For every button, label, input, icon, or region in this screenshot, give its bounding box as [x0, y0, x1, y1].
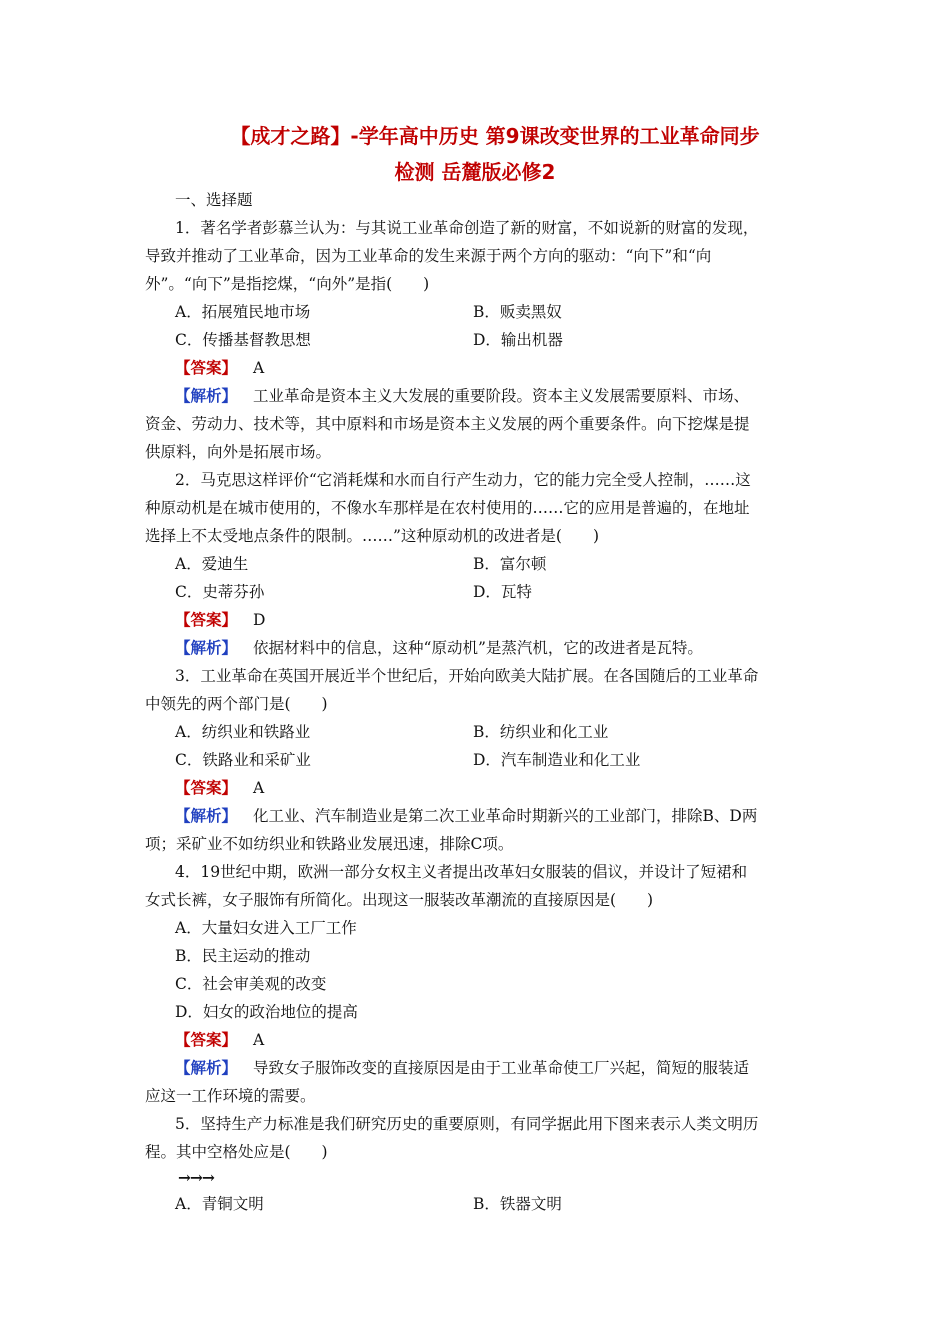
q2-stem-line2: 种原动机是在城市使用的，不像水车那样是在农村使用的……它的应用是普遍的，在地址: [145, 499, 750, 517]
analysis-tag: 【解析】: [175, 807, 238, 825]
q1-option-c: C．传播基督教思想: [175, 331, 311, 349]
q2-answer-row: [175, 606, 845, 634]
analysis-tag: 【解析】: [175, 387, 238, 405]
q2-answer: D: [253, 611, 266, 629]
q1-stem-line3: 外”。“向下”是指挖煤，“向外”是指( ): [145, 275, 430, 293]
q3-analysis-text: 化工业、汽车制造业是第二次工业革命时期新兴的工业部门，排除B、D两: [253, 807, 758, 825]
q2-stem-line1: 2．马克思这样评价“它消耗煤和水而自行产生动力，它的能力完全受人控制，……这: [175, 471, 751, 489]
q5-diagram-arrows: →→→: [178, 1168, 214, 1187]
q5-option-a: A．青铜文明: [175, 1195, 264, 1213]
q5-stem-line1: 5．坚持生产力标准是我们研究历史的重要原则，有同学据此用下图来表示人类文明历: [175, 1115, 759, 1133]
q2-analysis-line1: [175, 634, 845, 662]
q3-option-b: B．纺织业和化工业: [473, 723, 609, 741]
answer-tag: 【答案】: [175, 611, 238, 629]
q5-option-b: B．铁器文明: [473, 1195, 562, 1213]
document-title-line1: 【成才之路】-学年高中历史 第9课改变世界的工业革命同步: [230, 124, 760, 148]
q3-option-c: C．铁路业和采矿业: [175, 751, 311, 769]
q3-answer: A: [253, 779, 265, 797]
q3-option-d: D．汽车制造业和化工业: [473, 751, 641, 769]
q3-option-a: A．纺织业和铁路业: [175, 723, 311, 741]
answer-tag: 【答案】: [175, 1031, 238, 1049]
q1-option-b: B．贩卖黑奴: [473, 303, 562, 321]
q3-analysis-line1: [175, 802, 845, 830]
q1-analysis-line3: 供原料，向外是拓展市场。: [145, 443, 332, 461]
q4-answer: A: [253, 1031, 265, 1049]
q3-stem-line2: 中领先的两个部门是( ): [145, 695, 328, 713]
q1-option-a: A．拓展殖民地市场: [175, 303, 311, 321]
q1-analysis-text: 工业革命是资本主义大发展的重要阶段。资本主义发展需要原料、市场、: [253, 387, 750, 405]
q3-stem-line1: 3．工业革命在英国开展近半个世纪后，开始向欧美大陆扩展。在各国随后的工业革命: [175, 667, 759, 685]
q4-analysis-line2: 应这一工作环境的需要。: [145, 1087, 316, 1105]
q1-stem-line1: 1．著名学者彭慕兰认为：与其说工业革命创造了新的财富，不如说新的财富的发现，: [175, 219, 759, 237]
q2-option-d: D．瓦特: [473, 583, 532, 601]
q1-analysis-line2: 资金、劳动力、技术等，其中原料和市场是资本主义发展的两个重要条件。向下挖煤是提: [145, 415, 750, 433]
q2-option-b: B．富尔顿: [473, 555, 547, 573]
q4-analysis-text: 导致女子服饰改变的直接原因是由于工业革命使工厂兴起，简短的服装适: [253, 1059, 750, 1077]
section-heading: 一、选择题: [175, 191, 253, 209]
q2-option-c: C．史蒂芬孙: [175, 583, 265, 601]
q1-answer-row: [175, 354, 845, 382]
q2-analysis-text: 依据材料中的信息，这种“原动机”是蒸汽机，它的改进者是瓦特。: [253, 639, 703, 657]
q4-analysis-line1: [175, 1054, 845, 1082]
q4-stem-line1: 4．19世纪中期，欧洲一部分女权主义者提出改革妇女服装的倡议，并设计了短裙和: [175, 863, 748, 881]
q3-analysis-line2: 项；采矿业不如纺织业和铁路业发展迅速，排除C项。: [145, 835, 514, 853]
q1-answer: A: [253, 359, 265, 377]
q3-answer-row: [175, 774, 845, 802]
q4-answer-row: [175, 1026, 845, 1054]
q4-option-d: D．妇女的政治地位的提高: [175, 1003, 358, 1021]
q4-option-a: A．大量妇女进入工厂工作: [175, 919, 357, 937]
q4-option-b: B．民主运动的推动: [175, 947, 311, 965]
q1-option-d: D．输出机器: [473, 331, 563, 349]
q2-option-a: A．爱迪生: [175, 555, 249, 573]
q2-stem-line3: 选择上不太受地点条件的限制。……”这种原动机的改进者是( ): [145, 527, 600, 545]
q1-analysis-line1: [175, 382, 845, 410]
q1-stem-line2: 导致并推动了工业革命，因为工业革命的发生来源于两个方向的驱动：“向下”和“向: [145, 247, 712, 265]
q4-stem-line2: 女式长裤，女子服饰有所简化。出现这一服装改革潮流的直接原因是( ): [145, 891, 654, 909]
answer-tag: 【答案】: [175, 779, 238, 797]
q4-option-c: C．社会审美观的改变: [175, 975, 327, 993]
answer-tag: 【答案】: [175, 359, 238, 377]
q5-stem-line2: 程。其中空格处应是( ): [145, 1143, 328, 1161]
analysis-tag: 【解析】: [175, 639, 238, 657]
document-title-line2: 检测 岳麓版必修2: [394, 160, 556, 184]
analysis-tag: 【解析】: [175, 1059, 238, 1077]
